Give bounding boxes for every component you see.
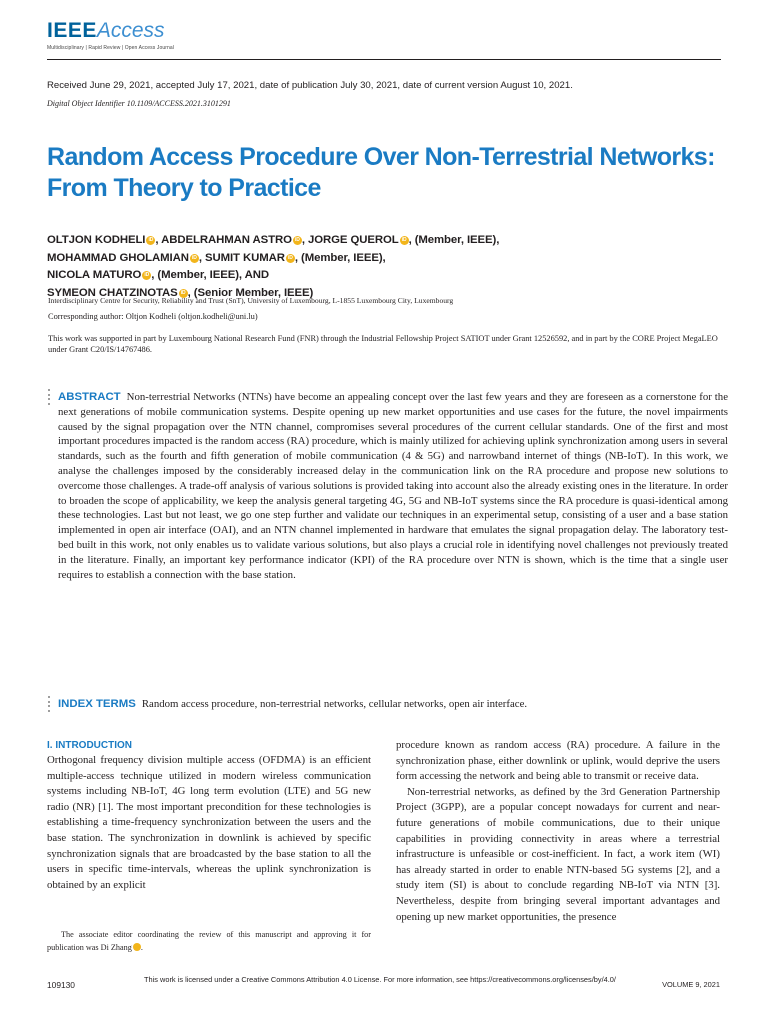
header-rule (47, 59, 721, 60)
orcid-icon[interactable]: iD (146, 236, 155, 245)
author-name: NICOLA MATURO (47, 269, 142, 281)
author-suffix: , (Member, IEEE), AND (151, 269, 269, 281)
intro-paragraph-continued: procedure known as random access (RA) procedure. A failure in the synchronization phase, either downlink or uplink, would deprive the users form accessing the network and being able to transmit or receive data. (396, 739, 720, 783)
author-name: SUMIT KUMAR (204, 251, 285, 264)
license-notice: This work is licensed under a Creative Commons Attribution 4.0 License. For more information, see https://creativecommons.org/licenses/by/4.0/ (144, 975, 616, 984)
paper-title: Random Access Procedure Over Non-Terrestrial Networks: From Theory to Practice (47, 143, 715, 202)
right-column (396, 738, 720, 925)
left-column (47, 738, 371, 893)
orcid-icon[interactable]: iD (190, 254, 199, 263)
ntn-paragraph: Non-terrestrial networks, as defined by the 3rd Generation Partnership Project (3GPP), are a popular concept nowadays for current and near-future generations of mobile communications, due to their unique capabilities in providing connectivity in areas where a terrestrial infrastructure is unfeasible or cost-inefficient. In fact, a work item (WI) has already started in order to enable NTN-based 5G systems [2], and a study item (SI) is about to conclude regarding NB-IoT via NTN [3]. Nevertheless, despite from bringing several important advantages and opening up new market opportunities, the presence (396, 785, 720, 923)
abstract-block (58, 390, 728, 582)
orcid-icon[interactable]: iD (293, 236, 302, 245)
author-list: OLTJON KODHELI iD , ABDELRAHMAN ASTRO iD , JORGE QUEROL iD , (Member, IEEE), MOHAMMAD GHOLAMIAN iD , SUMIT KUMAR iD , (Member, IEEE), NICOLA MATURO iD , (Member, IEEE), AND SYMEON CHATZINOTAS iD , (Senior Member, IEEE) (47, 234, 500, 299)
funding-note: This work was supported in part by Luxembourg National Research Fund (FNR) through the Industrial Fellowship Project SATIOT under Grant 12526592, and in part by the CORE Project MegaLEO under Grant C20/IS/14767486. (48, 334, 718, 354)
author-name: ABDELRAHMAN ASTRO (161, 234, 292, 246)
index-terms-label: INDEX TERMS (58, 698, 136, 710)
orcid-icon[interactable]: iD (400, 236, 409, 245)
orcid-icon[interactable]: iD (179, 289, 188, 298)
doi-line: Digital Object Identifier 10.1109/ACCESS.2021.3101291 (47, 99, 231, 108)
corresponding-author: Corresponding author: Oltjon Kodheli (oltjon.kodheli@uni.lu) (48, 312, 258, 321)
author-name: JORGE QUEROL (308, 234, 399, 246)
orcid-icon[interactable]: iD (286, 254, 295, 263)
editor-footnote: The associate editor coordinating the review of this manuscript and approving it for publication was Di Zhang iD. (47, 930, 371, 952)
index-terms-block (58, 697, 728, 712)
author-suffix: , (Member, IEEE), (294, 251, 386, 264)
logo-ieee-text: IEEE (47, 19, 97, 42)
author-name: SYMEON CHATZINOTAS (47, 286, 178, 299)
index-terms-text: Random access procedure, non-terrestrial networks, cellular networks, open air interface. (141, 698, 528, 710)
journal-logo (47, 20, 174, 51)
affiliation: Interdisciplinary Centre for Security, Reliability and Trust (SnT), University of Luxembourg, L-1855 Luxembourg City, Luxembourg (48, 296, 454, 305)
intro-paragraph: Orthogonal frequency division multiple access (OFDMA) is an efficient multiple-access technique utilized in modern wireless communication systems including NB-IoT, 4G long term evolution (LTE) and 5G new radio (NR) [1]. The most important precondition for these technologies is establishing a time-frequency synchronization between the users and the base station. The synchronization in downlink is achieved by specific synchronization signals that are broadcasted by the base station to all the users in specific time-intervals, whereas the uplink synchronization is obtained by an explicit (47, 754, 371, 891)
orcid-icon[interactable]: iD (142, 271, 151, 280)
section-heading: I. INTRODUCTION (47, 740, 132, 751)
author-suffix: , (Member, IEEE), (408, 234, 500, 246)
index-terms-marker-icon (48, 696, 52, 714)
orcid-icon[interactable]: iD (133, 943, 141, 951)
abstract-label: ABSTRACT (58, 391, 121, 403)
author-name: OLTJON KODHELI (47, 234, 146, 246)
received-dates: Received June 29, 2021, accepted July 17, 2021, date of publication July 30, 2021, date of current version August 10, 2021. (47, 80, 573, 91)
author-name: MOHAMMAD GHOLAMIAN (47, 251, 189, 264)
abstract-text: Non-terrestrial Networks (NTNs) have become an appealing concept over the last few years and they are foreseen as a cornerstone for the next generations of mobile communication systems. Despite opening up new market opportunities and use cases for the future, the novel impairments caused by the signal propagation over the NTN channel, compromises several procedures of the current cellular standards. One of the first and most important procedures impacted is the random access (RA) procedure, which is mainly utilized for achieving uplink synchronization among users in several standards, such as the fourth and fifth generation of mobile communication (4 & 5G) and narrowband internet of things (NB-IoT). In this work, we analyse the challenges imposed by the considerably increased delay in the communication link on the RA procedure and propose new solutions to overcome those challenges. A trade-off analysis of various solutions is provided taking into account also the already existing ones in the literature. In order to broaden the scope of applicability, we keep the analysis general targeting 4G, 5G and NB-IoT systems since the RA procedure is quasi-identical among these technologies. Last but not least, we go one step further and validate our techniques in an experimental setup, consisting of a user and a base station implemented in open air interface (OAI), and an NTN channel implemented in hardware that emulates the signal propagation delay. The laboratory test-bed built in this work, not only enables us to validate various solutions, but also plays a crucial role in identifying novel challenges not previously treated in the literature. Finally, an important key performance indicator (KPI) of the RA procedure over NTN is shown, which is the time that a single user requires to establish a connection with the base station. (58, 391, 728, 581)
volume-label: VOLUME 9, 2021 (662, 980, 720, 989)
page-number: 109130 (47, 980, 75, 990)
logo-access-text: Access (96, 19, 165, 42)
logo-tagline: Multidisciplinary | Rapid Review | Open Access Journal (47, 45, 174, 51)
abstract-marker-icon (48, 389, 52, 407)
footnote-text: The associate editor coordinating the review of this manuscript and approving it for publication was Di Zhang (47, 930, 371, 952)
author-suffix: , (Senior Member, IEEE) (187, 286, 314, 299)
